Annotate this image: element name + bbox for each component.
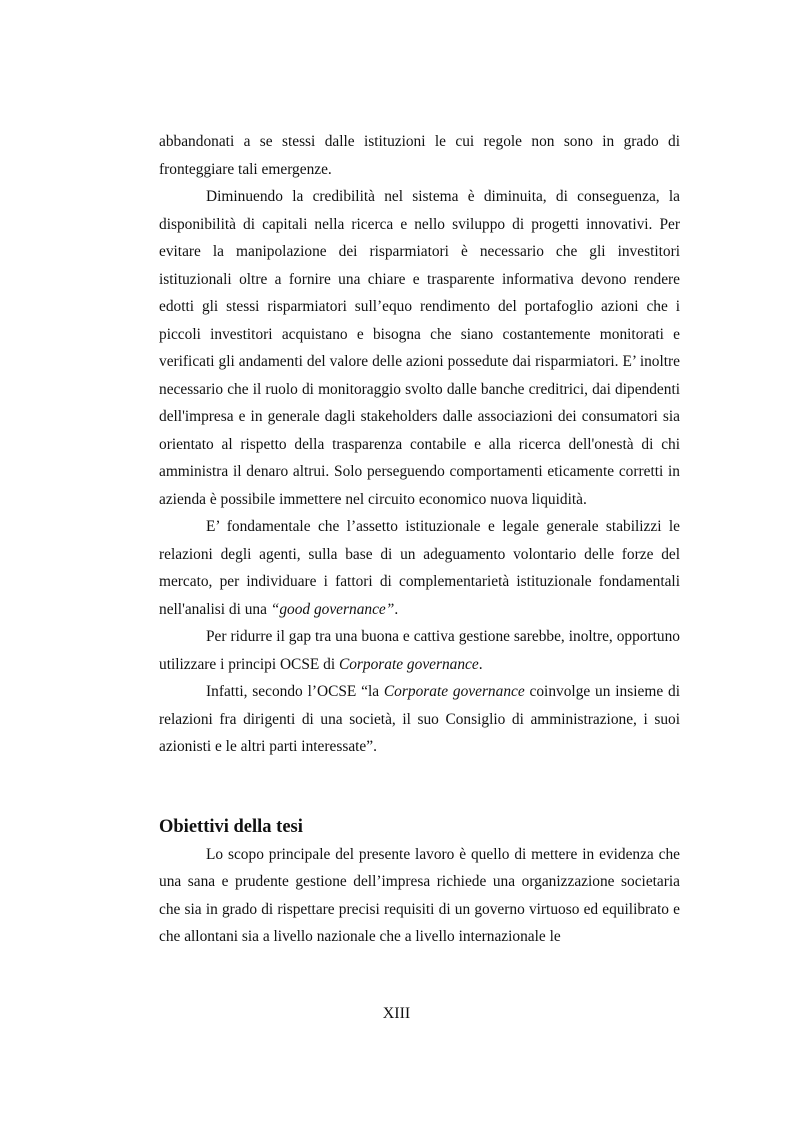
paragraph-continuation: abbandonati a se stessi dalle istituzioni le cui regole non sono in grado di fronteggiare tali emergenze. (159, 133, 680, 178)
section-spacer (159, 761, 680, 814)
italic-term-good-governance: “good governance” (270, 600, 395, 618)
paragraph-end: . (394, 600, 399, 618)
paragraph-credibility: Diminuendo la credibilità nel sistema è diminuita, di conseguenza, la disponibilità di capitali nella ricerca e nello sviluppo di progetti innovativi. Per evitare la manipolazione dei risparmiatori è necessario che gli investitori istituzionali oltre a fornire una chiare e trasparente informativa devono rendere edotti gli stessi risparmiatori sull’equo rendimento del portafoglio azioni che i piccoli investitori acquistano e bisogna che siano costantemente monitorati e verificati gli andamenti del valore delle azioni possedute dai risparmiatori. E’ inoltre necessario che il ruolo di monitoraggio svolto dalle banche creditrici, dai dipendenti dell'impresa e in generale dagli stakeholders dalle associazioni dei consumatori sia orientato al rispetto della trasparenza contabile e alla ricerca dell'onestà di chi amministra il denaro altrui. Solo perseguendo comportamenti eticamente corretti in azienda è possibile immettere nel circuito economico nuova liquidità. (159, 188, 680, 508)
italic-term-corporate-governance: Corporate governance (338, 655, 479, 673)
paragraph-ocse-principles (159, 623, 680, 678)
section-heading: Obiettivi della tesi (159, 816, 303, 837)
paragraph-end: . (478, 655, 483, 673)
page-content (159, 128, 680, 951)
paragraph-end: coinvolge un insieme di relazioni fra dirigenti di una società, il suo Consiglio di amministrazione, i suoi azionisti e le altri parti interessate”. (159, 683, 680, 755)
paragraph-ocse-definition (159, 678, 680, 761)
paragraph-institutional-framework (159, 513, 680, 623)
paragraph-thesis-objective: Lo scopo principale del presente lavoro è quello di mettere in evidenza che una sana e prudente gestione dell’impresa richiede una organizzazione societaria che sia in grado di rispettare precisi requisiti di un governo virtuoso ed equilibrato e che allontani sia a livello nazionale che a livello internazionale le (159, 845, 680, 945)
paragraph-text: Infatti, secondo l’OCSE “la (206, 683, 384, 700)
italic-term-corporate-governance: Corporate governance (383, 683, 525, 700)
paragraph-text: Per ridurre il gap tra una buona e cattiva gestione sarebbe, inoltre, opportuno utilizzare i principi OCSE di (159, 628, 680, 673)
page-number: XIII (382, 1005, 411, 1022)
paragraph-text: E’ fondamentale che l’assetto istituzionale e legale generale stabilizzi le relazioni degli agenti, sulla base di un adeguamento volontario delle forze del mercato, per individuare i fattori di complementarietà istituzionale fondamentali nell'analisi di una (159, 518, 680, 618)
